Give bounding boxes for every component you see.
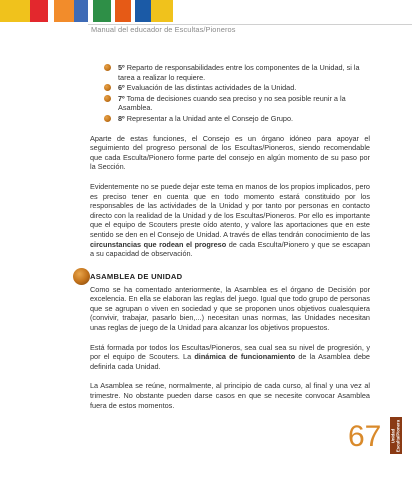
list-item-number: 5º xyxy=(118,63,125,72)
paragraph-formada: Está formada por todos los Escultas/Pioneros, sea cual sea su nivel de progresión, y por el equipo de Scouters. La dinámica de funcionamiento de la Asamblea debe definirla cada Unidad. xyxy=(90,342,370,371)
bullet-ball-icon xyxy=(104,115,111,122)
section-heading xyxy=(90,272,370,284)
header-stripe xyxy=(30,0,48,22)
paragraph-asamblea: Como se ha comentado anteriormente, la Asamblea es el órgano de Decisión por excelencia. En ella se elaboran las reglas del juego. Igual que todo grupo de personas que se agrupan o viven en sociedad y que se proponen unos objetivos cualesquiera (convivir, trabajar, pasarlo bien,...) necesitan unas normas, las Unidades necesitan unas reglas de juego de la Unidad para alcanzar los objetivos propuestos. xyxy=(90,284,370,333)
list-item xyxy=(104,94,370,113)
heading-ball-icon xyxy=(73,268,90,285)
list-item-text: Toma de decisiones cuando sea preciso y no sea posible reunir a la Asamblea. xyxy=(118,93,346,113)
bullet-ball-icon xyxy=(104,84,111,91)
bold-phrase: dinámica de funcionamiento xyxy=(194,352,296,362)
side-tab-label: Unidad Esculta/Pionera xyxy=(390,419,400,452)
header-stripe xyxy=(0,0,30,22)
list-item xyxy=(104,114,370,124)
section-heading-text: ASAMBLEA DE UNIDAD xyxy=(90,271,183,281)
list-item-number: 6º xyxy=(118,83,125,93)
header-stripe xyxy=(54,0,74,22)
page-number: 67 xyxy=(348,420,382,453)
paragraph-evidentemente: Evidentemente no se puede dejar este tema en manos de los propios implicados, pero es preciso tener en cuenta que en todo momento estará constituido por los responsables de las actividades de la Unidad y por tanto por personas en contacto directo con la realidad de la Unidad y de los Escultas/Pioneros. Por ello es importante que el equipo de Scouters preste oído atento, y valore las aportaciones que en este sentido se den en el Consejo de Unidad. A través de ellas tendrán conocimiento de las circunstancias que rodean el progreso de cada Esculta/Pionero y que se escapan a su capacidad de observación. xyxy=(90,181,370,259)
list-item xyxy=(104,63,370,82)
paragraph-reunion: La Asamblea se reúne, normalmente, al principio de cada curso, al final y una vez al trimestre. No obstante pueden darse casos en que se necesite convocar Asamblea fuera de estos momentos. xyxy=(90,381,370,410)
bullet-list xyxy=(90,63,370,124)
paragraph-consejo: Aparte de estas funciones, el Consejo es un órgano idóneo para apoyar el seguimiento del progreso personal de los Escultas/Pioneros, siendo recomendable que cada Esculta/Pionero forme parte del consejo en algún momento de su paso por la Sección. xyxy=(90,133,370,172)
header-stripe xyxy=(74,0,88,22)
header-stripe xyxy=(151,0,173,22)
section-side-tab xyxy=(390,417,402,454)
list-item-text: Evaluación de las distintas actividades de la Unidad. xyxy=(124,83,297,93)
list-item-text: Representar a la Unidad ante el Consejo de Grupo. xyxy=(124,113,294,123)
header-color-stripes xyxy=(0,0,412,22)
header-stripe xyxy=(135,0,151,22)
bullet-ball-icon xyxy=(104,95,111,102)
header-stripe xyxy=(115,0,131,22)
header-stripe xyxy=(93,0,111,22)
list-item-number: 8º xyxy=(118,113,125,123)
list-item-number: 7º xyxy=(118,93,125,103)
header-title: Manual del educador de Escultas/Pioneros xyxy=(91,25,236,34)
list-item-text: Reparto de responsabilidades entre los componentes de la Unidad, si la tarea a realizar lo requiere. xyxy=(118,63,360,82)
bullet-ball-icon xyxy=(104,64,111,71)
bold-phrase: circunstancias que rodean el progreso xyxy=(90,239,227,249)
list-item xyxy=(104,83,370,93)
page-content xyxy=(90,63,370,410)
